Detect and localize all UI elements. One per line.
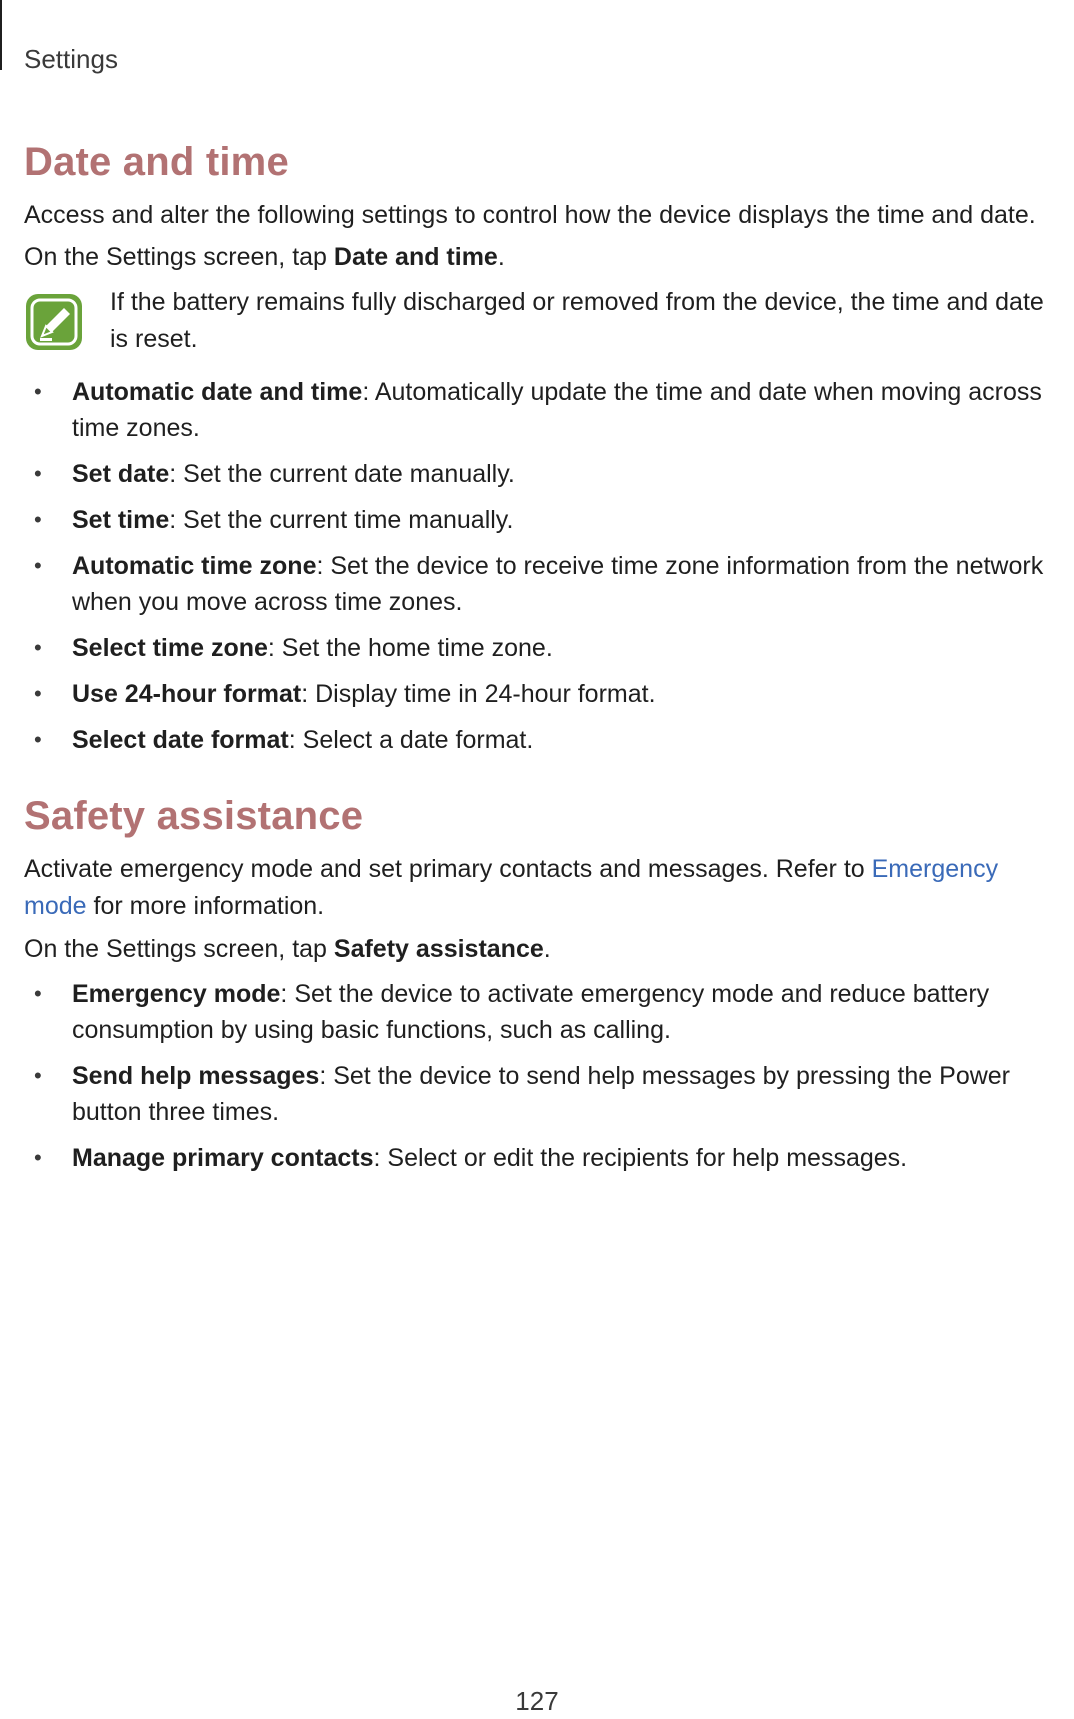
emergency-mode-link[interactable]: Emergency mode xyxy=(24,855,999,920)
safety-intro: Activate emergency mode and set primary contacts and messages. Refer to Emergency mode for more information. xyxy=(24,855,999,920)
note-text: If the battery remains fully discharged or removed from the device, the time and date is reset. xyxy=(110,288,1044,353)
list-item: • Send help messages: Set the device to send help messages by pressing the Power button three times. xyxy=(34,1062,1011,1126)
safety-menu-target: Safety assistance xyxy=(333,935,544,963)
list-item: • Set date: Set the current date manually. xyxy=(34,460,515,488)
date-time-menu-target: Date and time xyxy=(333,243,498,271)
note-pencil-icon xyxy=(24,292,86,354)
safety-options xyxy=(24,976,1064,1176)
running-head: Settings xyxy=(24,44,118,74)
list-item: • Use 24-hour format: Display time in 24-hour format. xyxy=(34,680,656,708)
date-time-options xyxy=(24,374,1064,758)
list-item: • Set time: Set the current time manually. xyxy=(34,506,514,534)
list-item: • Manage primary contacts: Select or edit the recipients for help messages. xyxy=(34,1144,908,1172)
note-box xyxy=(24,284,1064,358)
list-item: • Emergency mode: Set the device to activate emergency mode and reduce battery consumption by using basic functions, such as calling. xyxy=(34,980,990,1044)
date-time-instruction: On the Settings screen, tap Date and time. xyxy=(24,243,505,271)
safety-instruction: On the Settings screen, tap Safety assistance. xyxy=(24,935,551,963)
safety-heading: Safety assistance xyxy=(24,794,364,838)
date-time-intro: Access and alter the following settings to control how the device displays the time and date. xyxy=(24,201,1036,229)
list-item: • Select date format: Select a date format. xyxy=(34,726,534,754)
page-number: 127 xyxy=(515,1686,559,1716)
page-content xyxy=(24,140,1064,1186)
list-item: • Select time zone: Set the home time zone. xyxy=(34,634,553,662)
list-item: • Automatic date and time: Automatically update the time and date when moving across time zones. xyxy=(34,378,1042,442)
header-rule xyxy=(0,0,2,70)
date-time-heading: Date and time xyxy=(24,140,289,184)
list-item: • Automatic time zone: Set the device to receive time zone information from the network when you move across time zones. xyxy=(34,552,1044,616)
